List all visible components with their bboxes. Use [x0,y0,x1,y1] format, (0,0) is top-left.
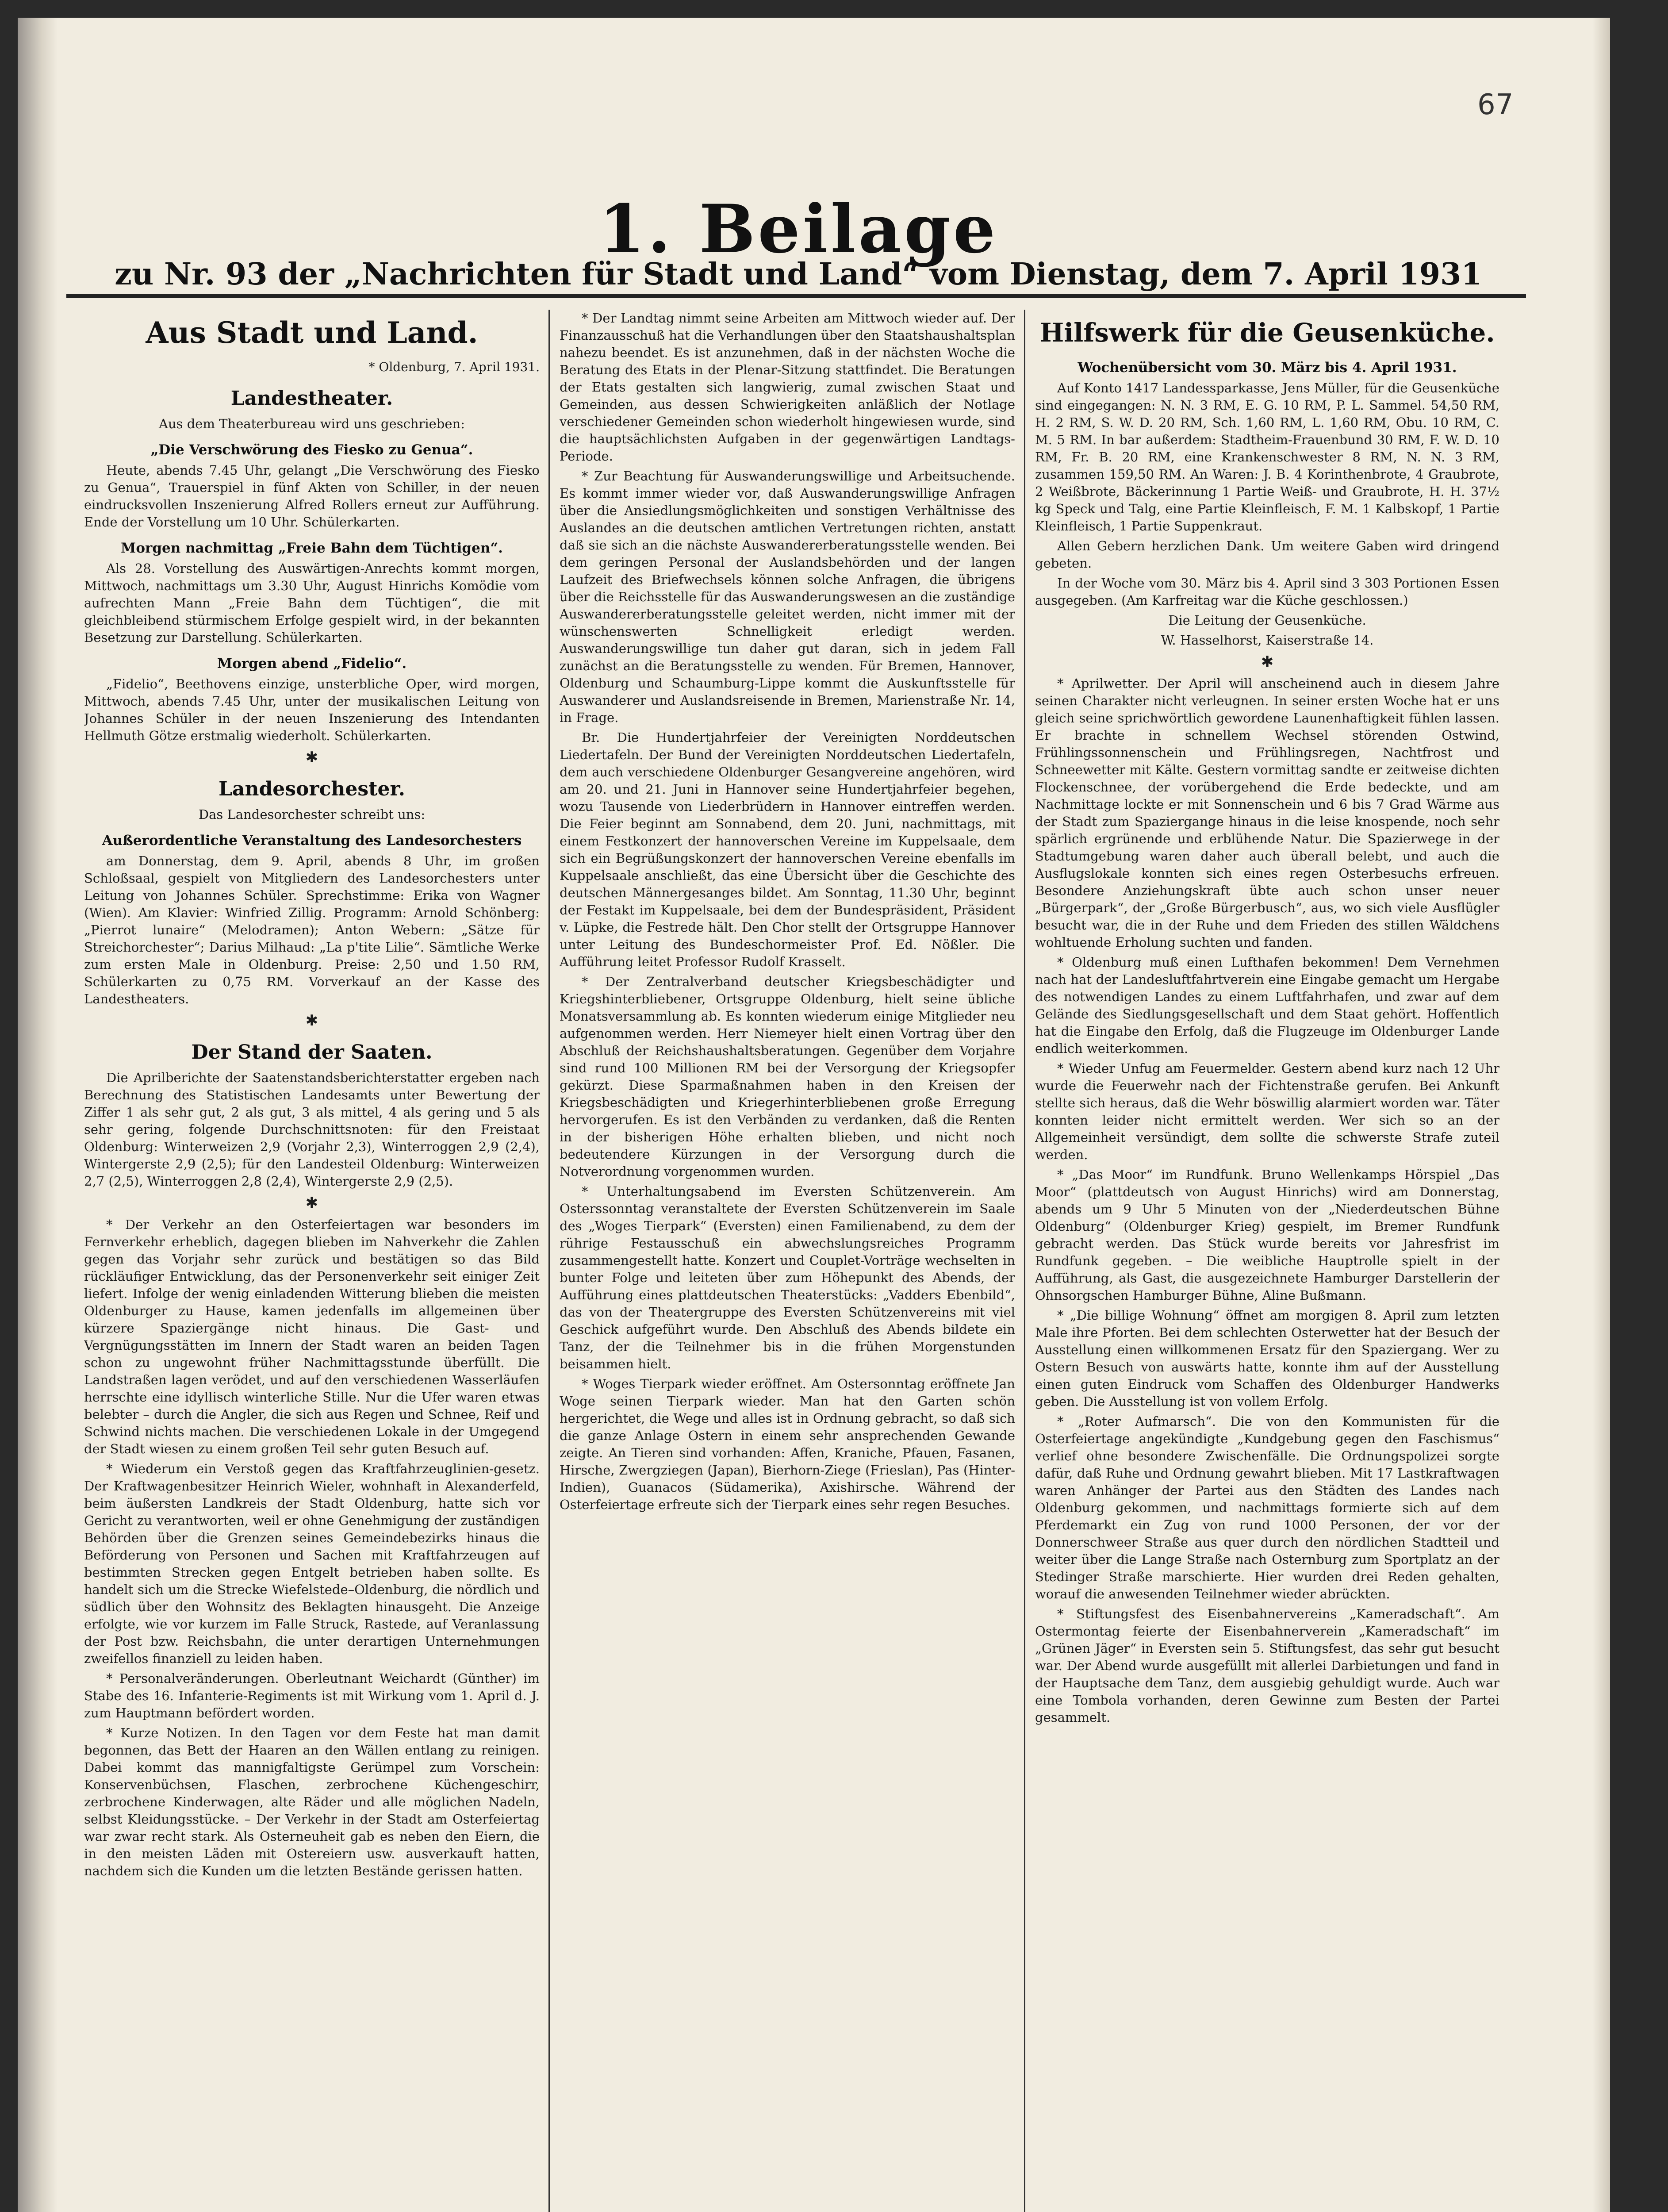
article-paragraph: * Unterhaltungsabend im Eversten Schützenverein. Am Osterssonntag veranstaltete der Eversten Schützenverein im Saale des „Woges Tierpark“ (Eversten) einen Familienabend, zu dem der rührige Festausschuß ein abwechslungsreiches Programm zusammengestellt hatte. Konzert und Couplet-Vorträge wechselten in bunter Folge und leiteten über zum Höhepunkt des Abends, der Aufführung eines plattdeutschen Theaterstücks: „Vadders Ebenbild“, das von der Theatergruppe des Eversten Schützenvereins mit viel Geschick aufgeführt wurde. Den Abschluß des Abends bildete ein Tanz, der die Teilnehmer bis in die frühen Morgenstunden beisammen hielt. [560,1184,1015,1371]
article-paragraph: * Stiftungsfest des Eisenbahnervereins „Kameradschaft“. Am Ostermontag feierte der Eisenbahnerverein „Kameradschaft“ im „Grünen Jäger“ in Eversten sein 5. Stiftungsfest, das sehr gut besucht war. Der Abend wurde ausgefüllt mit allerlei Darbietungen und fand in der Hauptsache dem Tanz, dem ausgiebig gehuldigt wurde. Auch war eine Tombola vorhanden, deren Gewinne zum Besten der Partei gesammelt. [1035,1606,1499,1725]
article-paragraph: * Zur Beachtung für Auswanderungswillige und Arbeitsuchende. Es kommt immer wieder vor, daß Auswanderungswillige Anfragen über die Ansiedlungsmöglichkeiten und sonstigen Verhältnisse des Auslandes an die deutschen amtlichen Vertretungen richten, anstatt daß sie sich an die nächste Auswandererberatungsstelle wenden. Bei dem geringen Personal der Auslandsbehörden und der langen Laufzeit des Briefwechsels können solche Anfragen, die übrigens über die Reichsstelle für das Auswanderungswesen an die zuständige Auswandererberatungsstelle geleitet werden, nicht immer mit der wünschenswerten Schnelligkeit erledigt werden. Auswanderungswillige tun daher gut daran, sich in jedem Fall zunächst an die Beratungsstelle zu wenden. Für Bremen, Hannover, Oldenburg und Schaumburg-Lippe kommt die Auskunftsstelle für Auswanderer und Auslandsreisende in Bremen, Marienstraße Nr. 14, in Frage. [560,469,1015,725]
heading-landestheater: Landestheater. [230,387,393,410]
article-paragraph: * Personalveränderungen. Oberleutnant Weichardt (Günther) im Stabe des 16. Infanterie-Regiments ist mit Wirkung vom 1. April d. J. zum Hauptmann befördert worden. [84,1671,540,1720]
binding-edge [18,18,58,2212]
page-edge-shadow [1592,18,1610,2212]
article-paragraph: * Der Landtag nimmt seine Arbeiten am Mittwoch wieder auf. Der Finanzausschuß hat die Verhandlungen über den Staatshaushaltsplan nahezu beendet. Es ist anzunehmen, daß in der nächsten Woche die Beratung des Etats in der Plenar-Sitzung stattfindet. Die Beratungen der Etats gestalten sich langwierig, zumal zwischen Staat und Gemeinden, aus dessen Schwierigkeiten anläßlich der Notlage verschiedener Gemeinden schon wiederholt hingewiesen wurde, sind die hauptsächlichsten Aufgaben in der gegenwärtigen Landtags-Periode. [560,311,1015,464]
masthead-title: 1. Beilage [598,190,998,268]
article-paragraph: „Fidelio“, Beethovens einzige, unsterbliche Oper, wird morgen, Mittwoch, abends 7.45 Uhr, unter der musikalischen Leitung von Johannes Schüler in der neuen Inszenierung des Intendanten Hellmuth Götze erstmalig wiederholt. Schülerkarten. [84,676,540,743]
article-paragraph: Die Aprilberichte der Saatenstandsberichterstatter ergeben nach Berechnung des Statistischen Landesamts unter Bewertung der Ziffer 1 als sehr gut, 2 als gut, 3 als mittel, 4 als gering und 5 als sehr gering, folgende Durchschnittsnoten: für den Freistaat Oldenburg: Winterweizen 2,9 (Vorjahr 2,3), Winterroggen 2,9 (2,4), Wintergerste 2,9 (2,5); für den Landesteil Oldenburg: Winterweizen 2,7 (2,5), Winterroggen 2,8 (2,4), Wintergerste 2,9 (2,5). [84,1070,540,1189]
separator-star: ✱ [305,749,318,766]
separator-star: ✱ [305,1012,318,1029]
column-divider [1024,310,1025,2212]
subheading-wochenuebersicht: Wochenübersicht vom 30. März bis 4. April 1931. [1077,360,1457,376]
article-paragraph: * „Roter Aufmarsch“. Die von den Kommunisten für die Osterfeiertage angekündigte „Kundgebung gegen den Faschismus“ verlief ohne besondere Zwischenfälle. Die Ordnungspolizei sorgte dafür, daß Ruhe und Ordnung gewahrt blieben. Mit 17 Lastkraftwagen waren Anhänger der Partei aus den Städten des Landes nach Oldenburg gekommen, und nachmittags formierte sich auf dem Pferdemarkt ein Zug von rund 1000 Personen, der vor der Donnerschweer Straße aus quer durch den nördlichen Stadtteil und weiter über die Lange Straße nach Osternburg zum Sportplatz an der Stedinger Straße marschierte. Hier wurden drei Reden gehalten, worauf die anwesenden Teilnehmer wieder abrückten. [1035,1414,1499,1601]
heading-stand-der-saaten: Der Stand der Saaten. [191,1041,433,1064]
article-paragraph: * Wiederum ein Verstoß gegen das Kraftfahrzeuglinien-gesetz. Der Kraftwagenbesitzer Heinrich Wieler, wohnhaft in Alexanderfeld, beim äußersten Landkreis der Stadt Oldenburg, hatte sich vor Gericht zu verantworten, weil er ohne Genehmigung der zuständigen Behörden über die Grenzen seines Gemeindebezirks hinaus die Beförderung von Personen und Sachen mit Kraftfahrzeugen auf bestimmten Strecken gegen Entgelt betrieben haben sollte. Es handelt sich um die Strecke Wiefelstede–Oldenburg, die nördlich und südlich über den Wohnsitz des Beklagten hinausgeht. Die Anzeige erfolgte, wie vor kurzem im Falle Struck, Rastede, auf Veranlassung der Post bzw. Reichsbahn, die unter derartigen Unternehmungen zweifellos finanziell zu leiden haben. [84,1461,540,1666]
article-paragraph: * Der Verkehr an den Osterfeiertagen war besonders im Fernverkehr erheblich, dagegen blieben im Nahverkehr die Zahlen gegen das Vorjahr sehr zurück und bestätigen so das Bild rückläufiger Entwicklung, das der Personenverkehr seit einiger Zeit liefert. Infolge der wenig einladenden Witterung blieben die meisten Oldenburger zu Hause, kamen jedenfalls im allgemeinen über kürzere Spaziergänge nicht hinaus. Die Gast- und Vergnügungsstätten im Innern der Stadt waren an beiden Tagen schon zu ungewohnt früher Nachmittagsstunde überfüllt. Die Landstraßen lagen verödet, und auf den verschiedenen Wasserläufen herrschte eine idyllisch winterliche Stille. Nur die Ufer waren etwas belebter – durch die Angler, die sich aus Regen und Schnee, Reif und Schwind nichts machen. Die verschiedenen Lokale in der Umgegend der Stadt wiesen zu einem großen Teil sehr guten Besuch auf. [84,1217,540,1456]
article-paragraph: * Wieder Unfug am Feuermelder. Gestern abend kurz nach 12 Uhr wurde die Feuerwehr nach der Fichtenstraße gerufen. Bei Ankunft stellte sich heraus, daß die Wehr böswillig alarmiert worden war. Täter konnten leider nicht ermittelt werden. Wer sich so an der Allgemeinheit versündigt, dem sollte die schwerste Strafe zuteil werden. [1035,1061,1499,1162]
article-intro: Das Landesorchester schreibt uns: [198,807,426,822]
article-paragraph: In der Woche vom 30. März bis 4. April sind 3 303 Portionen Essen ausgegeben. (Am Karfreitag war die Küche geschlossen.) [1035,576,1499,608]
article-paragraph: * Aprilwetter. Der April will anscheinend auch in diesem Jahre seinen Charakter nicht verleugnen. In seiner ersten Woche hat er uns gleich seine sprichwörtlich gewordene Launenhaftigkeit fühlen lassen. Er brachte in schnellem Wechsel störenden Ostwind, Frühlingssonnenschein und Frühlingsregen, Nachtfrost und Schneewetter mit Kälte. Gestern vormittag sandte er zeitweise dichten Flockenschnee, der vorübergehend die Erde bedeckte, und am Nachmittage lockte er mit Sonnenschein und 6 bis 7 Grad Wärme aus der Stadt zum Spaziergange hinaus in die leise knospende, noch sehr spärlich ergrünende und erblühende Natur. Die Spazierwege in der Stadtumgebung waren daher auch überall belebt, und auch die Ausflugslokale konnten sich eines regen Osterbesuchs erfreuen. Besondere Anziehungskraft übte auch schon unser neuer „Bürgerpark“, der „Große Bürgerbusch“, aus, wo sich viele Ausflügler besucht war, die in der Ruhe und dem Frieden des stillen Wäldchens wohltuende Erholung suchten und fanden. [1035,676,1499,950]
article-paragraph: Auf Konto 1417 Landessparkasse, Jens Müller, für die Geusenküche sind eingegangen: N. N. 3 RM, E. G. 10 RM, P. L. Sammel. 54,50 RM, H. 2 RM, S. W. D. 20 RM, Sch. 1,60 RM, L. 1,60 RM, Obu. 10 RM, C. M. 5 RM. In bar außerdem: Stadtheim-Frauenbund 30 RM, F. W. D. 10 RM, Fr. B. 20 RM, eine Krankenschwester 8 RM, N. N. 3 RM, zusammen 159,50 RM. An Waren: J. B. 4 Korinthenbrote, 4 Graubrote, 2 Weißbrote, Bäckerinnung 1 Partie Weiß- und Graubrote, H. H. 37½ kg Speck und Talg, eine Partie Kleinfleisch, F. M. 1 Kalbskopf, 1 Partie Kleinfleisch, 1 Partie Suppenkraut. [1035,380,1499,534]
column-1 [84,310,540,2212]
heading-landesorchester: Landesorchester. [219,778,405,800]
section-title-aus-stadt-und-land: Aus Stadt und Land. [146,315,478,350]
article-paragraph: * „Die billige Wohnung“ öffnet am morgigen 8. April zum letzten Male ihre Pforten. Bei dem schlechten Osterwetter hat der Besuch der Ausstellung einen willkommenen Ersatz für den Spaziergang. Wer zu Ostern Besuch von auswärts hatte, konnte ihm auf der Ausstellung einen guten Eindruck vom Schaffen des Oldenburger Handwerks geben. Die Ausstellung ist von vollem Erfolg. [1035,1308,1499,1409]
article-paragraph: * Der Zentralverband deutscher Kriegsbeschädigter und Kriegshinterbliebener, Ortsgruppe Oldenburg, hielt seine übliche Monatsversammlung ab. Es konnten wiederum einige Mitglieder neu aufgenommen werden. Herr Niemeyer hielt einen Vortrag über den Abschluß der Reichshaushaltsberatungen. Gegenüber dem Vorjahre sind rund 100 Millionen RM bei der Versorgung der Kriegsopfer gekürzt. Diese Sparmaßnahmen haben in den Kreisen der Kriegsbeschädigten und Kriegerhinterbliebenen große Erregung hervorgerufen. Es ist den Verbänden zu verdanken, daß die Renten in der bisherigen Höhe erhalten blieben, und nicht noch bedeutendere Kürzungen in der Versorgung durch die Notverordnung vorgenommen wurden. [560,974,1015,1179]
subheading-veranstaltung: Außerordentliche Veranstaltung des Landesorchesters [102,833,522,849]
article-paragraph: Heute, abends 7.45 Uhr, gelangt „Die Verschwörung des Fiesko zu Genua“, Trauerspiel in fünf Akten von Schiller, in der neuen eindrucksvollen Inszenierung Alfred Rollers erneut zur Aufführung. Ende der Vorstellung um 10 Uhr. Schülerkarten. [84,463,540,530]
article-paragraph: * Woges Tierpark wieder eröffnet. Am Ostersonntag eröffnete Jan Woge seinen Tierpark wieder. Man hat den Garten schön hergerichtet, die Wege und alles ist in Ordnung gebracht, so daß sich die ganze Anlage Ostern in einem sehr ansprechenden Gewande zeigte. An Tieren sind vorhanden: Affen, Kraniche, Pfauen, Fasanen, Hirsche, Zwergziegen (Japan), Bierhorn-Ziege (Frieslan), Pas (Hinter-Indien), Guanacos (Südamerika), Axishirsche. Während der Osterfeiertage erfreute sich der Tierpark eines sehr regen Besuches. [560,1376,1015,1512]
column-3 [1035,310,1499,2212]
article-paragraph: Als 28. Vorstellung des Auswärtigen-Anrechts kommt morgen, Mittwoch, nachmittags um 3.30 Uhr, August Hinrichs Komödie vom aufrechten Mann „Freie Bahn dem Tüchtigen“, die mit gleichbleibend stürmischem Erfolge gespielt wird, in der bekannten Besetzung zur Darstellung. Schülerkarten. [84,561,540,645]
column-divider [548,310,550,2212]
masthead-subtitle: zu Nr. 93 der „Nachrichten für Stadt und Land“ vom Dienstag, dem 7. April 1931 [115,257,1482,292]
article-intro: Aus dem Theaterbureau wird uns geschrieben: [159,416,465,431]
separator-star: ✱ [1261,653,1274,671]
article-paragraph: * Kurze Notizen. In den Tagen vor dem Feste hat man damit begonnen, das Bett der Haaren an den Wällen entlang zu reinigen. Dabei kommt das mannigfaltigste Gerümpel zum Vorschein: Konservenbüchsen, Flaschen, zerbrochene Küchengeschirr, zerbrochene Kinderwagen, alte Räder und alle möglichen Nadeln, selbst Kleidungsstücke. – Der Verkehr in der Stadt am Osterfeiertag war zwar recht stark. Als Osterneuheit gab es neben den Eiern, die in den meisten Läden mit Ostereiern usw. ausverkauft hatten, nachdem sich die Kunden um die letzten Bestände gerissen hatten. [84,1725,540,1878]
article-paragraph: am Donnerstag, dem 9. April, abends 8 Uhr, im großen Schloßsaal, gespielt von Mitgliedern des Landesorchesters unter Leitung von Johannes Schüler. Sprechstimme: Erika von Wagner (Wien). Am Klavier: Winfried Zillig. Programm: Arnold Schönberg: „Pierrot lunaire“ (Melodramen); Anton Webern: „Sätze für Streichorchester“; Darius Milhaud: „La p'tite Lilie“. Sämtliche Werke zum ersten Male in Oldenburg. Preise: 2,50 und 1.50 RM, Schülerkarten zu 0,75 RM. Vorverkauf an der Kasse des Landestheaters. [84,853,540,1006]
header-rule [66,294,1526,298]
article-paragraph: Br. Die Hundertjahrfeier der Vereinigten Norddeutschen Liedertafeln. Der Bund der Vereinigten Norddeutschen Liedertafeln, dem auch verschiedene Oldenburger Gesangvereine angehören, wird am 20. und 21. Juni in Hannover seine Hundertjahrfeier begehen, wozu Tausende von Liederbrüdern in Hannover eintreffen werden. Die Feier beginnt am Sonnabend, dem 20. Juni, nachmittags, mit einem Festkonzert der hannoverschen Vereine im Kuppelsaale, dem sich ein Begrüßungskonzert der hannoverschen Vereine ebenfalls im Kuppelsaale anschließt, das eine Übersicht über die Geschichte des deutschen Männergesanges bildet. Am Sonntag, 11.30 Uhr, beginnt der Festakt im Kuppelsaale, bei dem der Bundespräsident, Präsident v. Lüpke, die Festrede hält. Den Chor stellt der Ortsgruppe Hannover unter Leitung des Bundeschormeister Prof. Ed. Nößler. Die Aufführung leitet Professor Rudolf Krasselt. [560,730,1015,969]
page-number: 67 [1477,88,1514,121]
subheading-freie-bahn: Morgen nachmittag „Freie Bahn dem Tüchtigen“. [121,540,503,556]
article-paragraph: * Oldenburg muß einen Lufthafen bekommen! Dem Vernehmen nach hat der Landesluftfahrtverein eine Eingabe gemacht um Hergabe des notwendigen Landes zu einem Luftfahrhafen, und zwar auf dem Gelände des Siedlungsgesellschaft und dem Staat gehört. Hoffentlich hat die Eingabe den Erfolg, daß die Flugzeuge im Oldenburger Lande endlich weiterkommen. [1035,955,1499,1056]
signature-line: W. Hasselhorst, Kaiserstraße 14. [1161,633,1374,648]
section-title-hilfswerk: Hilfswerk für die Geusenküche. [1039,318,1495,348]
subheading-fiesko: „Die Verschwörung des Fiesko zu Genua“. [150,442,473,458]
separator-star: ✱ [305,1194,318,1212]
newspaper-page [18,18,1610,2212]
signature-line: Die Leitung der Geusenküche. [1168,613,1366,628]
subheading-fidelio: Morgen abend „Fidelio“. [217,656,407,672]
article-paragraph: * „Das Moor“ im Rundfunk. Bruno Wellenkamps Hörspiel „Das Moor“ (plattdeutsch von August Hinrichs) wird am Donnerstag, abends um 9 Uhr 5 Minuten von der „Niederdeutschen Bühne Oldenburg“ (Oldenburger Krieg) gespielt, im Bremer Rundfunk gebracht werden. Das Stück wurde bereits vor Jahresfrist im Rundfunk gegeben. – Die weibliche Hauptrolle spielt in der Aufführung, als Gast, die ausgezeichnete Hamburger Darstellerin der Ohnsorgschen Hamburger Bühne, Aline Bußmann. [1035,1167,1499,1303]
article-paragraph: Allen Gebern herzlichen Dank. Um weitere Gaben wird dringend gebeten. [1035,538,1499,571]
dateline: * Oldenburg, 7. April 1931. [368,360,540,374]
column-2 [560,310,1015,2212]
